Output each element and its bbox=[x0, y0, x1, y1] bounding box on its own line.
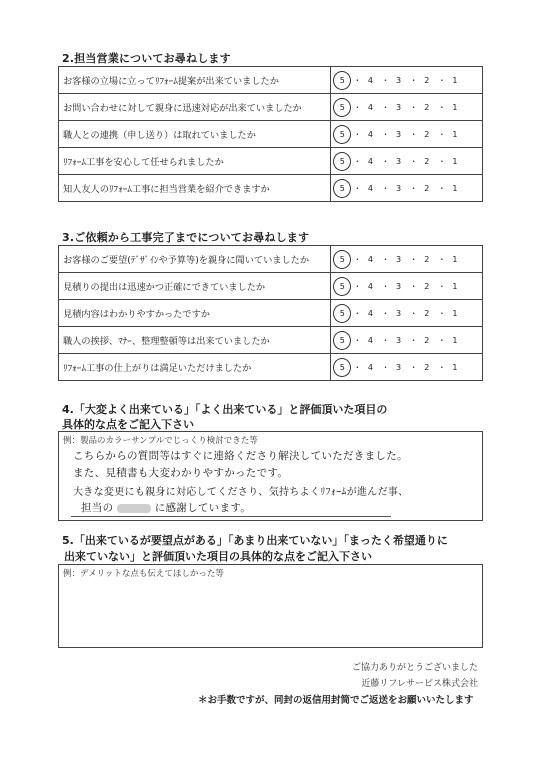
section4-answer-box[interactable] bbox=[58, 431, 483, 521]
redacted-name bbox=[117, 504, 151, 513]
rating-separator: ・ bbox=[353, 335, 362, 345]
rating-separator: ・ bbox=[437, 308, 446, 318]
question-row bbox=[59, 121, 483, 148]
question-row bbox=[59, 273, 483, 300]
answer-line-3: 大きな変更にも親身に対応してくださり、気持ちよくﾘﾌｫｰﾑが進んだ事、 bbox=[73, 487, 409, 498]
rating-separator: ・ bbox=[437, 75, 446, 85]
question-text: ﾘﾌｫｰﾑ工事の仕上がりは満足いただけましたか bbox=[59, 354, 331, 381]
rating-option[interactable]: 4 bbox=[367, 335, 373, 345]
question-row bbox=[59, 67, 483, 94]
rating-separator: ・ bbox=[353, 254, 362, 264]
thanks-text: ご協力ありがとうございました bbox=[351, 663, 478, 673]
rating-option[interactable]: 5 bbox=[337, 157, 347, 166]
rating-separator: ・ bbox=[381, 129, 390, 139]
rating-option[interactable]: 3 bbox=[396, 335, 402, 345]
rating-separator: ・ bbox=[353, 362, 362, 372]
question-text: お客様の立場に立ってﾘﾌｫｰﾑ提案が出来ていましたか bbox=[59, 67, 331, 94]
rating-option[interactable]: 4 bbox=[367, 362, 373, 372]
rating-option[interactable]: 5 bbox=[337, 255, 347, 264]
rating-option[interactable]: 5 bbox=[337, 130, 347, 139]
question-text: お客様のご要望(ﾃﾞｻﾞｲﾝや予算等)を親身に聞いていましたか bbox=[59, 246, 331, 273]
rating-option[interactable]: 5 bbox=[337, 282, 347, 291]
rating-option[interactable]: 1 bbox=[452, 156, 458, 166]
rating-option[interactable]: 4 bbox=[367, 129, 373, 139]
rating-option[interactable]: 4 bbox=[367, 254, 373, 264]
rating-option[interactable]: 1 bbox=[452, 308, 458, 318]
rating-option[interactable]: 4 bbox=[367, 102, 373, 112]
rating-separator: ・ bbox=[409, 102, 418, 112]
rating-option[interactable]: 5 bbox=[337, 103, 347, 112]
rating-separator: ・ bbox=[409, 156, 418, 166]
rating-option[interactable]: 4 bbox=[367, 75, 373, 85]
rating-separator: ・ bbox=[381, 156, 390, 166]
company-name: 近藤リフレサービス株式会社 bbox=[361, 679, 478, 689]
rating-separator: ・ bbox=[353, 75, 362, 85]
rating-option[interactable]: 1 bbox=[452, 335, 458, 345]
rating-option[interactable]: 3 bbox=[396, 75, 402, 85]
rating-option[interactable]: 3 bbox=[396, 308, 402, 318]
rating-cell[interactable] bbox=[331, 67, 483, 94]
rating-separator: ・ bbox=[437, 362, 446, 372]
rating-cell[interactable] bbox=[331, 273, 483, 300]
section4-title-line2: 具体的な点をご記入下さい bbox=[62, 418, 194, 431]
question-row bbox=[59, 300, 483, 327]
rating-separator: ・ bbox=[381, 75, 390, 85]
rating-separator: ・ bbox=[353, 129, 362, 139]
rating-separator: ・ bbox=[437, 102, 446, 112]
rating-separator: ・ bbox=[409, 183, 418, 193]
question-row bbox=[59, 94, 483, 121]
rating-separator: ・ bbox=[437, 156, 446, 166]
rating-cell[interactable] bbox=[331, 175, 483, 202]
rating-option[interactable]: 4 bbox=[367, 156, 373, 166]
rating-separator: ・ bbox=[437, 335, 446, 345]
question-text: 見積内容はわかりやすかったですか bbox=[59, 300, 331, 327]
rating-option[interactable]: 1 bbox=[452, 183, 458, 193]
rating-cell[interactable] bbox=[331, 246, 483, 273]
rating-separator: ・ bbox=[409, 362, 418, 372]
answer-line-2: また、見積書も大変わかりやすかったです。 bbox=[73, 467, 289, 479]
answer-line-4-text: 担当の bbox=[81, 502, 114, 514]
section2-title: 2.担当営業についてお尋ねします bbox=[62, 52, 231, 65]
rating-separator: ・ bbox=[353, 183, 362, 193]
rating-separator: ・ bbox=[437, 183, 446, 193]
rating-separator: ・ bbox=[353, 281, 362, 291]
rating-cell[interactable] bbox=[331, 121, 483, 148]
question-text: ﾘﾌｫｰﾑ工事を安心して任せられましたか bbox=[59, 148, 331, 175]
rating-option[interactable]: 2 bbox=[424, 254, 430, 264]
rating-option[interactable]: 2 bbox=[424, 156, 430, 166]
rating-separator: ・ bbox=[353, 156, 362, 166]
rating-option[interactable]: 1 bbox=[452, 129, 458, 139]
rating-cell[interactable] bbox=[331, 354, 483, 381]
section4-title-line1: 4.「大変よく出来ている」「よく出来ている」と評価頂いた項目の bbox=[62, 403, 388, 416]
rating-option[interactable]: 2 bbox=[424, 183, 430, 193]
rating-option[interactable]: 4 bbox=[367, 281, 373, 291]
section4-example: 例：製品のカラーサンプルでじっくり検討できた等 bbox=[63, 436, 258, 446]
rating-separator: ・ bbox=[381, 362, 390, 372]
rating-option[interactable]: 2 bbox=[424, 308, 430, 318]
rating-cell[interactable] bbox=[331, 94, 483, 121]
rating-separator: ・ bbox=[381, 308, 390, 318]
rating-option[interactable]: 1 bbox=[452, 75, 458, 85]
rating-separator: ・ bbox=[409, 129, 418, 139]
rating-option[interactable]: 3 bbox=[396, 254, 402, 264]
question-row bbox=[59, 175, 483, 202]
rating-separator: ・ bbox=[381, 335, 390, 345]
answer-line-5-text: に感謝しています。 bbox=[154, 502, 252, 514]
rating-separator: ・ bbox=[353, 308, 362, 318]
rating-option[interactable]: 1 bbox=[452, 102, 458, 112]
rating-option[interactable]: 1 bbox=[452, 254, 458, 264]
question-text: 知人友人のﾘﾌｫｰﾑ工事に担当営業を紹介できますか bbox=[59, 175, 331, 202]
rating-option[interactable]: 3 bbox=[396, 102, 402, 112]
rating-option[interactable]: 3 bbox=[396, 129, 402, 139]
question-row bbox=[59, 354, 483, 381]
rating-separator: ・ bbox=[353, 102, 362, 112]
section5-title-line1: 5.「出来ているが要望点がある」「あまり出来ていない」「まったく希望通りに bbox=[62, 534, 448, 547]
rating-separator: ・ bbox=[409, 308, 418, 318]
rating-option[interactable]: 5 bbox=[337, 309, 347, 318]
question-row bbox=[59, 148, 483, 175]
return-note: ＊お手数ですが、同封の返信用封筒でご返送をお願いいたします bbox=[198, 695, 474, 706]
rating-cell[interactable] bbox=[331, 148, 483, 175]
rating-option[interactable]: 5 bbox=[337, 184, 347, 193]
question-text: 見積りの提出は迅速かつ正確にできていましたか bbox=[59, 273, 331, 300]
rating-separator: ・ bbox=[409, 335, 418, 345]
section5-answer-box[interactable] bbox=[58, 564, 483, 648]
rating-option[interactable]: 3 bbox=[396, 156, 402, 166]
rating-option[interactable]: 2 bbox=[424, 75, 430, 85]
question-row bbox=[59, 327, 483, 354]
rating-separator: ・ bbox=[409, 281, 418, 291]
rating-separator: ・ bbox=[381, 102, 390, 112]
rating-separator: ・ bbox=[381, 183, 390, 193]
answer-line-4 bbox=[81, 500, 251, 515]
rating-separator: ・ bbox=[437, 254, 446, 264]
rating-separator: ・ bbox=[437, 129, 446, 139]
question-row bbox=[59, 246, 483, 273]
section3-table bbox=[58, 245, 483, 381]
rating-separator: ・ bbox=[381, 254, 390, 264]
rating-option[interactable]: 2 bbox=[424, 129, 430, 139]
rating-option[interactable]: 2 bbox=[424, 102, 430, 112]
rating-separator: ・ bbox=[409, 254, 418, 264]
rating-option[interactable]: 2 bbox=[424, 362, 430, 372]
rating-option[interactable]: 2 bbox=[424, 335, 430, 345]
rating-option[interactable]: 3 bbox=[396, 183, 402, 193]
rating-separator: ・ bbox=[409, 75, 418, 85]
section3-title: 3.ご依頼から工事完了までについてお尋ねします bbox=[62, 231, 310, 244]
question-text: お問い合わせに対して親身に迅速対応が出来ていましたか bbox=[59, 94, 331, 121]
rating-option[interactable]: 4 bbox=[367, 183, 373, 193]
question-text: 職人との連携（申し送り）は取れていましたか bbox=[59, 121, 331, 148]
rating-option[interactable]: 2 bbox=[424, 281, 430, 291]
rating-option[interactable]: 1 bbox=[452, 281, 458, 291]
answer-line-1: こちらからの質問等はすぐに連絡くださり解決していただきました。 bbox=[73, 450, 408, 462]
rating-separator: ・ bbox=[381, 281, 390, 291]
section5-example: 例：デメリットな点も伝えてほしかった等 bbox=[63, 569, 224, 579]
rating-option[interactable]: 3 bbox=[396, 362, 402, 372]
rating-option[interactable]: 4 bbox=[367, 308, 373, 318]
rating-option[interactable]: 1 bbox=[452, 362, 458, 372]
rating-option[interactable]: 5 bbox=[337, 336, 347, 345]
rating-option[interactable]: 5 bbox=[337, 363, 347, 372]
section2-table bbox=[58, 66, 483, 202]
question-text: 職人の挨拶、ﾏﾅｰ、整理整頓等は出来ていましたか bbox=[59, 327, 331, 354]
rating-cell[interactable] bbox=[331, 327, 483, 354]
rating-cell[interactable] bbox=[331, 300, 483, 327]
underline bbox=[71, 516, 391, 517]
rating-separator: ・ bbox=[437, 281, 446, 291]
rating-option[interactable]: 5 bbox=[337, 76, 347, 85]
rating-option[interactable]: 3 bbox=[396, 281, 402, 291]
section5-title-line2: 出来ていない」と評価頂いた項目の具体的な点をご記入下さい bbox=[64, 550, 372, 563]
